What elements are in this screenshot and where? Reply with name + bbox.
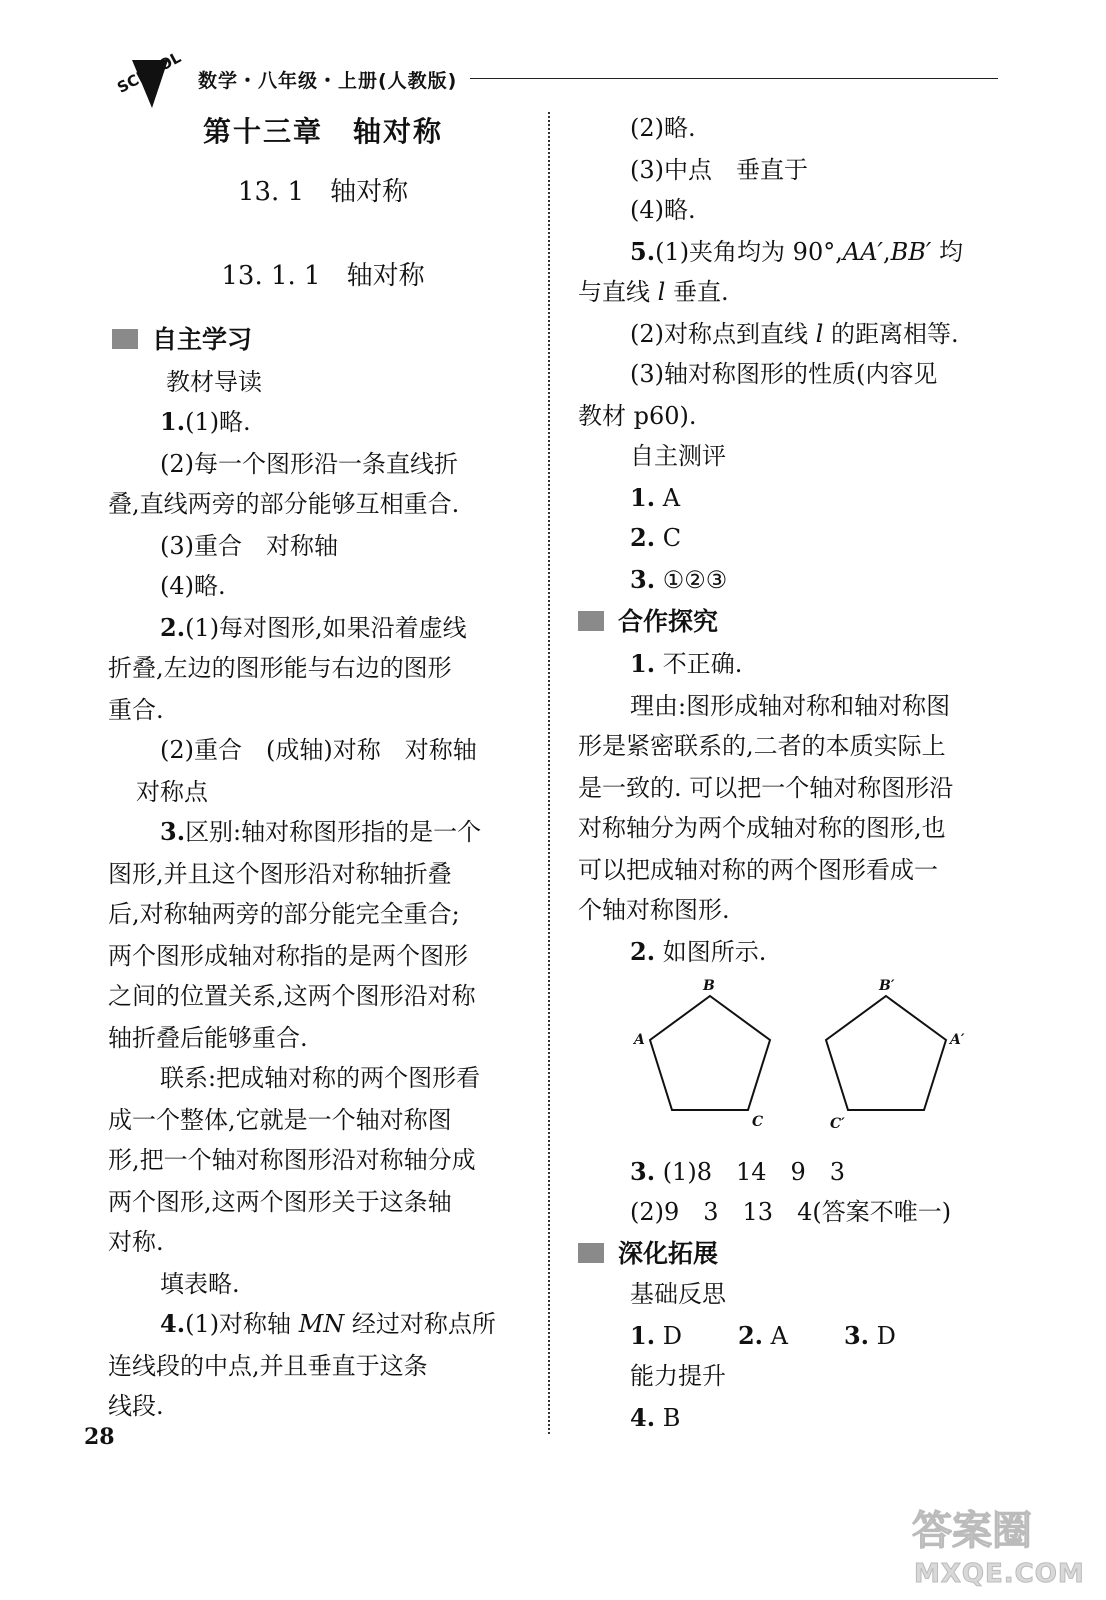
answer-line: 3.区别:轴对称图形指的是一个	[160, 817, 482, 846]
answer-line: 折叠,左边的图形能与右边的图形	[108, 654, 452, 682]
answer-line: 填表略.	[160, 1270, 240, 1298]
answer-line: (4)略.	[630, 196, 696, 224]
answer-line: 1. 不正确.	[630, 649, 743, 678]
answer-line: 理由:图形成轴对称和轴对称图	[630, 692, 951, 720]
deepen-heading: 深化拓展	[578, 1234, 1004, 1274]
answer-line: 2. 如图所示.	[630, 937, 767, 966]
answer-line: 形,把一个轴对称图形沿对称轴分成	[108, 1146, 476, 1174]
answer-line: 联系:把成轴对称的两个图形看	[160, 1064, 481, 1092]
answer-line: (2)略.	[630, 114, 696, 142]
self-study-heading: 自主学习	[108, 320, 538, 360]
answer-line: 成一个整体,它就是一个轴对称图	[108, 1106, 452, 1134]
answer-line: 5.(1)夹角均为 90°,AA′,BB′ 均	[630, 237, 963, 266]
school-logo	[108, 42, 186, 112]
chapter-title: 第十三章 轴对称	[202, 115, 443, 148]
answer-line: 两个图形,这两个图形关于这条轴	[108, 1188, 452, 1216]
label-b-prime: B′	[879, 978, 895, 994]
label-a-prime: A′	[950, 1032, 965, 1048]
answer-line: 叠,直线两旁的部分能够互相重合.	[108, 490, 460, 518]
answer-line: 4. B	[630, 1403, 681, 1432]
answer-line: 2.(1)每对图形,如果沿着虚线	[160, 613, 467, 642]
answer-line: 4.(1)对称轴 MN 经过对称点所	[160, 1309, 496, 1338]
pentagon-figure	[598, 978, 998, 1138]
answer-line: 重合.	[108, 696, 164, 724]
pentagon-abc	[650, 996, 770, 1110]
watermark-bottom: MXQE.COM	[914, 1559, 1085, 1589]
header-title: 数学・八年级・上册(人教版)	[198, 70, 458, 92]
answer-line: 个轴对称图形.	[578, 896, 730, 924]
answer-line: 3. (1)8 14 9 3	[630, 1157, 846, 1186]
answer-line: (2)每一个图形沿一条直线折	[160, 450, 458, 478]
cooperation-heading: 合作探究	[578, 602, 1004, 642]
answer-line: (2)重合 (成轴)对称 对称轴	[160, 736, 477, 764]
answer-line: 1. A	[630, 483, 681, 512]
answer-line: (3)重合 对称轴	[160, 532, 338, 560]
logo-text: SCHOOL	[114, 48, 184, 97]
section-title: 13. 1 轴对称	[237, 177, 409, 207]
guide-label: 教材导读	[166, 368, 262, 396]
watermark-logo	[898, 1500, 1098, 1590]
answer-line: 2. C	[630, 523, 682, 552]
answer-line: 教材 p60).	[578, 402, 697, 430]
answer-line: 连线段的中点,并且垂直于这条	[108, 1352, 428, 1380]
answer-line: 是一致的. 可以把一个轴对称图形沿	[578, 774, 954, 802]
watermark-top: 答案圈	[912, 1508, 1032, 1554]
subsection-title: 13. 1. 1 轴对称	[221, 261, 425, 291]
answer-line: (2)对称点到直线 l 的距离相等.	[630, 320, 959, 348]
answer-line: 对称.	[108, 1228, 164, 1256]
heading-square-icon	[578, 1243, 604, 1263]
heading-square-icon	[112, 329, 138, 349]
answer-line: 3. ①②③	[630, 565, 728, 594]
answer-line: 与直线 l 垂直.	[578, 278, 729, 306]
label-b: B	[703, 978, 715, 994]
answer-line: 之间的位置关系,这两个图形沿对称	[108, 982, 476, 1010]
answer-line: 轴折叠后能够重合.	[108, 1024, 308, 1052]
answer-line: 线段.	[108, 1392, 164, 1420]
answer-line: (2)9 3 13 4(答案不唯一)	[630, 1198, 952, 1226]
answer-line: (4)略.	[160, 572, 226, 600]
pentagon-reflected	[826, 996, 946, 1110]
self-test-label: 自主测评	[630, 442, 726, 470]
label-c-prime: C′	[830, 1116, 845, 1132]
label-c: C	[752, 1114, 764, 1130]
answer-line: 形是紧密联系的,二者的本质实际上	[578, 732, 946, 760]
answer-line: 两个图形成轴对称指的是两个图形	[108, 942, 468, 970]
answer-line: (3)中点 垂直于	[630, 156, 808, 184]
ability-label: 能力提升	[630, 1362, 726, 1390]
answer-line: 可以把成轴对称的两个图形看成一	[578, 856, 938, 884]
answer-line: (3)轴对称图形的性质(内容见	[630, 360, 938, 388]
label-a: A	[634, 1032, 645, 1048]
page-number: 28	[84, 1424, 115, 1450]
answer-line: 对称轴分为两个成轴对称的图形,也	[578, 814, 946, 842]
answer-line: 后,对称轴两旁的部分能完全重合;	[108, 900, 460, 928]
heading-square-icon	[578, 611, 604, 631]
basic-label: 基础反思	[630, 1280, 726, 1308]
column-divider	[548, 112, 550, 1434]
answer-line: 1.(1)略.	[160, 407, 251, 436]
header-rule	[470, 78, 998, 79]
answer-line: 图形,并且这个图形沿对称轴折叠	[108, 860, 452, 888]
answer-line: 对称点	[136, 778, 208, 806]
answer-line: 1. D 2. A 3. D	[630, 1321, 896, 1350]
